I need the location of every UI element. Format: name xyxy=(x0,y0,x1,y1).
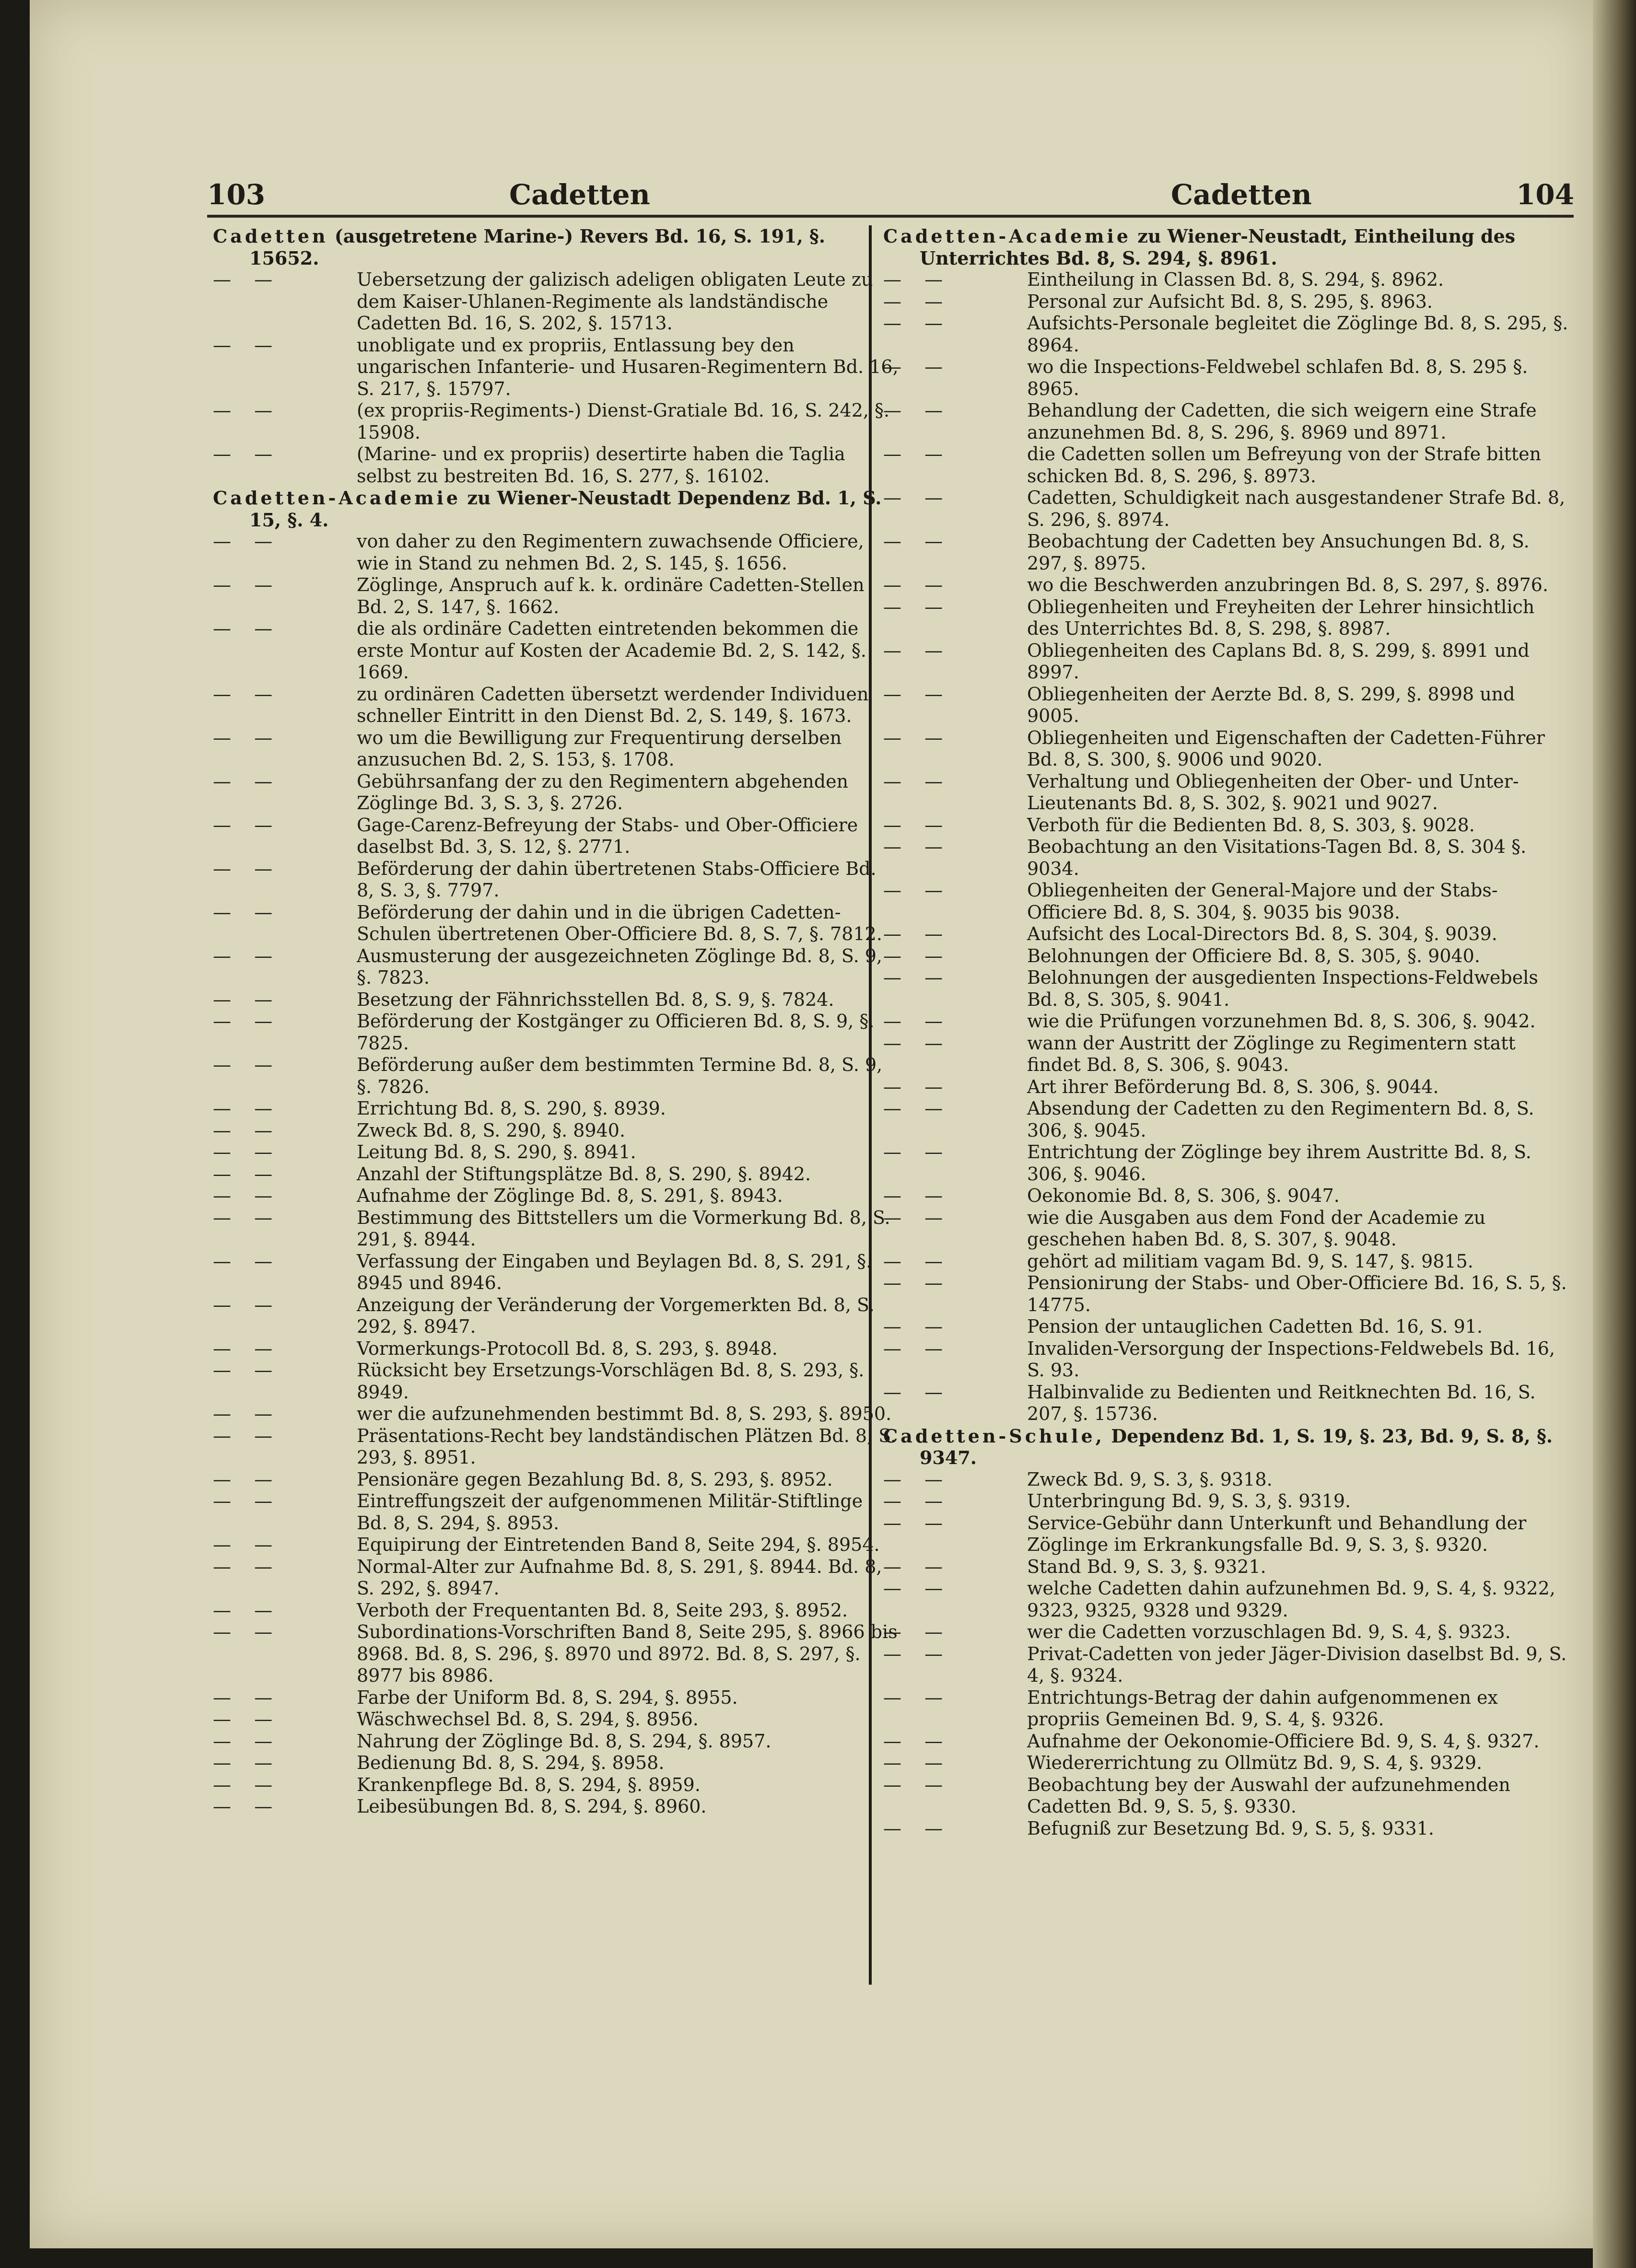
entry-text: wann der Austritt der Zöglinge zu Regimentern statt findet Bd. 8, S. 306, §. 9043. xyxy=(1027,1032,1516,1075)
index-sub-entry xyxy=(213,1774,899,1796)
ditto-dash: — — xyxy=(213,269,281,290)
entry-text: Subordinations-Vorschriften Band 8, Seite 295, §. 8966 bis 8968. Bd. 8, S. 296, §. 8970 und 8972. Bd. 8, S. 297, §. 8977 bis 8986. xyxy=(357,1621,898,1686)
ditto-dash: — — xyxy=(883,1076,952,1097)
entry-text: Rücksicht bey Ersetzungs-Vorschlägen Bd. 8, S. 293, §. 8949. xyxy=(357,1360,865,1403)
index-sub-entry xyxy=(213,1294,899,1338)
index-sub-entry xyxy=(883,1251,1569,1273)
entry-text: Obliegenheiten des Caplans Bd. 8, S. 299, §. 8991 und 8997. xyxy=(1027,640,1530,683)
left-column xyxy=(213,225,899,1818)
entry-text: Verboth der Frequentanten Bd. 8, Seite 293, §. 8952. xyxy=(357,1599,848,1621)
index-sub-entry xyxy=(213,1185,899,1207)
ditto-dash: — — xyxy=(883,1468,952,1490)
index-sub-entry xyxy=(883,727,1569,771)
index-sub-entry xyxy=(883,574,1569,596)
ditto-dash: — — xyxy=(883,1686,952,1708)
entry-text: Zweck Bd. 9, S. 3, §. 9318. xyxy=(1027,1468,1273,1490)
index-sub-entry xyxy=(213,1338,899,1360)
index-sub-entry xyxy=(883,1141,1569,1185)
index-sub-entry xyxy=(883,1752,1569,1774)
ditto-dash: — — xyxy=(883,313,952,334)
left-page-number: 103 xyxy=(207,178,266,211)
index-sub-entry xyxy=(883,1098,1569,1141)
ditto-dash: — — xyxy=(213,1338,281,1359)
entry-text: Uebersetzung der galizisch adeligen obligaten Leute zu dem Kaiser-Uhlanen-Regimente als landständische Cadetten Bd. 16, S. 202, §. 15713. xyxy=(357,269,873,334)
ditto-dash: — — xyxy=(213,814,281,836)
ditto-dash: — — xyxy=(213,1054,281,1075)
index-heading-entry xyxy=(213,225,899,269)
ditto-dash: — — xyxy=(883,1556,952,1577)
ditto-dash: — — xyxy=(883,880,952,901)
ditto-dash: — — xyxy=(883,1774,952,1795)
index-sub-entry xyxy=(213,1425,899,1469)
ditto-dash: — — xyxy=(213,1774,281,1795)
ditto-dash: — — xyxy=(883,574,952,595)
entry-text: zu Wiener-Neustadt Dependenz Bd. 1, S. 15, §. 4. xyxy=(249,487,882,531)
entry-text: Belohnungen der Officiere Bd. 8, S. 305, §. 9040. xyxy=(1027,945,1480,966)
entry-text: Krankenpflege Bd. 8, S. 294, §. 8959. xyxy=(357,1774,701,1795)
index-sub-entry xyxy=(213,902,899,945)
index-sub-entry xyxy=(213,1120,899,1142)
entry-text: Zweck Bd. 8, S. 290, §. 8940. xyxy=(357,1119,626,1141)
index-sub-entry xyxy=(883,945,1569,967)
entry-lemma: Cadetten-Academie xyxy=(213,487,461,509)
ditto-dash: — — xyxy=(883,770,952,792)
ditto-dash: — — xyxy=(883,836,952,857)
ditto-dash: — — xyxy=(883,1141,952,1163)
ditto-dash: — — xyxy=(213,1752,281,1773)
entry-text: gehört ad militiam vagam Bd. 9, S. 147, §. 9815. xyxy=(1027,1250,1473,1272)
index-sub-entry xyxy=(883,1774,1569,1818)
ditto-dash: — — xyxy=(883,269,952,290)
index-sub-entry xyxy=(883,771,1569,814)
ditto-dash: — — xyxy=(213,1621,281,1642)
index-sub-entry xyxy=(213,1556,899,1600)
book-spine xyxy=(1593,0,1636,2268)
ditto-dash: — — xyxy=(883,967,952,988)
index-sub-entry xyxy=(883,1076,1569,1098)
entry-text: Absendung der Cadetten zu den Regimentern Bd. 8, S. 306, §. 9045. xyxy=(1027,1098,1534,1141)
entry-text: Beförderung der Kostgänger zu Officieren Bd. 8, S. 9, §. 7825. xyxy=(357,1011,875,1054)
ditto-dash: — — xyxy=(883,1817,952,1839)
index-sub-entry xyxy=(213,1251,899,1294)
index-sub-entry xyxy=(883,1316,1569,1338)
entry-text: zu ordinären Cadetten übersetzt werdender Individuen schneller Eintritt in den Dienst Bd. 2, S. 149, §. 1673. xyxy=(357,683,869,726)
ditto-dash: — — xyxy=(213,1796,281,1817)
index-sub-entry xyxy=(213,1360,899,1403)
index-sub-entry xyxy=(213,1207,899,1251)
book-page xyxy=(30,0,1593,2248)
ditto-dash: — — xyxy=(883,640,952,661)
index-sub-entry xyxy=(213,1403,899,1425)
left-running-title: Cadetten xyxy=(509,178,650,211)
entry-text: Aufsichts-Personale begleitet die Zöglinge Bd. 8, S. 295, §. 8964. xyxy=(1027,313,1568,356)
page-header xyxy=(30,178,1593,217)
entry-text: unobligate und ex propriis, Entlassung bey den ungarischen Infanterie- und Husaren-Regimentern Bd. 16, S. 217, §. 15797. xyxy=(357,334,899,399)
index-sub-entry xyxy=(213,858,899,902)
index-sub-entry xyxy=(213,269,899,335)
entry-text: Personal zur Aufsicht Bd. 8, S. 295, §. 8963. xyxy=(1027,291,1433,312)
index-heading-entry xyxy=(883,1425,1569,1469)
entry-text: wo die Inspections-Feldwebel schlafen Bd. 8, S. 295 §. 8965. xyxy=(1027,356,1528,399)
index-sub-entry xyxy=(883,814,1569,837)
ditto-dash: — — xyxy=(883,1185,952,1206)
entry-text: Eintheilung in Classen Bd. 8, S. 294, §. 8962. xyxy=(1027,269,1444,290)
entry-text: Obliegenheiten der Aerzte Bd. 8, S. 299, §. 8998 und 9005. xyxy=(1027,683,1515,726)
entry-text: Zöglinge, Anspruch auf k. k. ordinäre Cadetten-Stellen Bd. 2, S. 147, §. 1662. xyxy=(357,574,865,617)
entry-text: Beobachtung der Cadetten bey Ansuchungen Bd. 8, S. 297, §. 8975. xyxy=(1027,531,1530,574)
right-page-number: 104 xyxy=(1516,178,1575,211)
ditto-dash: — — xyxy=(883,1011,952,1032)
ditto-dash: — — xyxy=(883,1338,952,1359)
entry-text: wer die aufzunehmenden bestimmt Bd. 8, S. 293, §. 8950. xyxy=(357,1403,892,1424)
index-sub-entry xyxy=(883,1338,1569,1382)
index-sub-entry xyxy=(883,1185,1569,1207)
ditto-dash: — — xyxy=(213,989,281,1010)
index-sub-entry xyxy=(883,1818,1569,1840)
ditto-dash: — — xyxy=(213,1709,281,1730)
index-sub-entry xyxy=(213,1054,899,1098)
entry-text: Beobachtung an den Visitations-Tagen Bd. 8, S. 304 §. 9034. xyxy=(1027,836,1527,879)
ditto-dash: — — xyxy=(213,727,281,748)
ditto-dash: — — xyxy=(213,1141,281,1163)
entry-text: Bestimmung des Bittstellers um die Vormerkung Bd. 8, S. 291, §. 8944. xyxy=(357,1207,890,1250)
ditto-dash: — — xyxy=(213,1098,281,1119)
index-sub-entry xyxy=(883,1207,1569,1251)
ditto-dash: — — xyxy=(213,901,281,923)
entry-text: Wäschwechsel Bd. 8, S. 294, §. 8956. xyxy=(357,1709,699,1730)
entry-text: Pensionäre gegen Bezahlung Bd. 8, S. 293, §. 8952. xyxy=(357,1468,833,1490)
ditto-dash: — — xyxy=(213,400,281,421)
index-sub-entry xyxy=(883,1382,1569,1425)
index-sub-entry xyxy=(213,400,899,443)
index-sub-entry xyxy=(213,1709,899,1731)
entry-text: die Cadetten sollen um Befreyung von der Strafe bitten schicken Bd. 8, S. 296, §. 8973. xyxy=(1027,443,1542,487)
index-sub-entry xyxy=(213,574,899,618)
index-sub-entry xyxy=(213,945,899,989)
index-sub-entry xyxy=(883,1490,1569,1512)
index-sub-entry xyxy=(213,1600,899,1622)
entry-text: Nahrung der Zöglinge Bd. 8, S. 294, §. 8957. xyxy=(357,1730,771,1752)
index-heading-entry xyxy=(213,487,899,531)
entry-text: wie die Prüfungen vorzunehmen Bd. 8, S. 306, §. 9042. xyxy=(1027,1011,1536,1032)
index-sub-entry xyxy=(883,684,1569,727)
index-sub-entry xyxy=(883,923,1569,945)
ditto-dash: — — xyxy=(213,1425,281,1446)
entry-text: Entrichtung der Zöglinge bey ihrem Austritte Bd. 8, S. 306, §. 9046. xyxy=(1027,1141,1531,1185)
entry-text: Aufnahme der Zöglinge Bd. 8, S. 291, §. 8943. xyxy=(357,1185,783,1206)
entry-text: Pensionirung der Stabs- und Ober-Officiere Bd. 16, S. 5, §. 14775. xyxy=(1027,1272,1567,1315)
entry-text: Privat-Cadetten von jeder Jäger-Division daselbst Bd. 9, S. 4, §. 9324. xyxy=(1027,1643,1567,1686)
entry-text: Obliegenheiten und Freyheiten der Lehrer hinsichtlich des Unterrichtes Bd. 8, S. 298, §. 8987. xyxy=(1027,596,1535,639)
entry-text: wo die Beschwerden anzubringen Bd. 8, S. 297, §. 8976. xyxy=(1027,574,1549,595)
entry-text: Leibesübungen Bd. 8, S. 294, §. 8960. xyxy=(357,1796,707,1817)
entry-text: (ausgetretene Marine-) Revers Bd. 16, S. 191, §. 15652. xyxy=(249,225,826,269)
ditto-dash: — — xyxy=(883,1098,952,1119)
entry-text: Eintreffungszeit der aufgenommenen Militär-Stiftlinge Bd. 8, S. 294, §. 8953. xyxy=(357,1490,863,1534)
entry-text: Halbinvalide zu Bedienten und Reitknechten Bd. 16, S. 207, §. 15736. xyxy=(1027,1381,1536,1424)
entry-text: Invaliden-Versorgung der Inspections-Feldwebels Bd. 16, S. 93. xyxy=(1027,1338,1555,1381)
entry-text: Verhaltung und Obliegenheiten der Ober- und Unter-Lieutenants Bd. 8, S. 302, §. 9021 und 9027. xyxy=(1027,770,1519,814)
entry-text: Farbe der Uniform Bd. 8, S. 294, §. 8955. xyxy=(357,1686,738,1708)
index-sub-entry xyxy=(883,1272,1569,1316)
entry-text: Errichtung Bd. 8, S. 290, §. 8939. xyxy=(357,1098,666,1119)
ditto-dash: — — xyxy=(213,858,281,879)
ditto-dash: — — xyxy=(883,1032,952,1054)
ditto-dash: — — xyxy=(883,1272,952,1293)
index-sub-entry xyxy=(883,291,1569,313)
ditto-dash: — — xyxy=(883,443,952,465)
index-sub-entry xyxy=(213,814,899,858)
entry-text: wo um die Bewilligung zur Frequentirung derselben anzusuchen Bd. 2, S. 153, §. 1708. xyxy=(357,727,842,770)
entry-text: Art ihrer Beförderung Bd. 8, S. 306, §. 9044. xyxy=(1027,1076,1439,1097)
index-sub-entry xyxy=(883,1011,1569,1033)
index-sub-entry xyxy=(883,269,1569,291)
ditto-dash: — — xyxy=(213,1534,281,1555)
entry-text: Pension der untauglichen Cadetten Bd. 16, S. 91. xyxy=(1027,1316,1483,1337)
index-sub-entry xyxy=(213,684,899,727)
ditto-dash: — — xyxy=(883,1621,952,1642)
entry-text: Entrichtungs-Betrag der dahin aufgenommenen ex propriis Gemeinen Bd. 9, S. 4, §. 9326. xyxy=(1027,1686,1498,1730)
entry-text: Wiedererrichtung zu Ollmütz Bd. 9, S. 4, §. 9329. xyxy=(1027,1752,1483,1773)
ditto-dash: — — xyxy=(883,1512,952,1534)
entry-lemma: Cadetten-Schule, xyxy=(883,1425,1105,1447)
index-sub-entry xyxy=(213,1621,899,1687)
index-sub-entry xyxy=(213,1752,899,1774)
ditto-dash: — — xyxy=(213,1490,281,1512)
index-sub-entry xyxy=(213,1687,899,1709)
ditto-dash: — — xyxy=(213,618,281,639)
entry-text: Ausmusterung der ausgezeichneten Zöglinge Bd. 8, S. 9, §. 7823. xyxy=(357,945,883,988)
entry-text: von daher zu den Regimentern zuwachsende Officiere, wie in Stand zu nehmen Bd. 2, S. 145, §. 1656. xyxy=(357,531,864,574)
entry-text: Besetzung der Fähnrichsstellen Bd. 8, S. 9, §. 7824. xyxy=(357,989,834,1010)
ditto-dash: — — xyxy=(213,1207,281,1228)
ditto-dash: — — xyxy=(213,1119,281,1141)
index-sub-entry xyxy=(883,1643,1569,1687)
index-sub-entry xyxy=(213,1141,899,1163)
ditto-dash: — — xyxy=(213,443,281,465)
index-sub-entry xyxy=(213,1163,899,1186)
ditto-dash: — — xyxy=(213,1599,281,1621)
entry-text: Normal-Alter zur Aufnahme Bd. 8, S. 291, §. 8944. Bd. 8, S. 292, §. 8947. xyxy=(357,1556,882,1599)
entry-text: (Marine- und ex propriis) desertirte haben die Taglia selbst zu bestreiten Bd. 16, S. 277, §. 16102. xyxy=(357,443,845,487)
index-sub-entry xyxy=(883,487,1569,531)
index-sub-entry xyxy=(213,443,899,487)
index-sub-entry xyxy=(883,356,1569,400)
ditto-dash: — — xyxy=(883,945,952,966)
index-sub-entry xyxy=(213,531,899,574)
index-sub-entry xyxy=(213,1534,899,1556)
entry-lemma: Cadetten-Academie xyxy=(883,225,1132,247)
entry-text: wer die Cadetten vorzuschlagen Bd. 9, S. 4, §. 9323. xyxy=(1027,1621,1511,1642)
entry-text: welche Cadetten dahin aufzunehmen Bd. 9, S. 4, §. 9322, 9323, 9325, 9328 und 9329. xyxy=(1027,1578,1555,1621)
entry-text: Befugniß zur Besetzung Bd. 9, S. 5, §. 9331. xyxy=(1027,1817,1435,1839)
index-sub-entry xyxy=(213,1098,899,1120)
index-heading-entry xyxy=(883,225,1569,269)
entry-text: wie die Ausgaben aus dem Fond der Academie zu geschehen haben Bd. 8, S. 307, §. 9048. xyxy=(1027,1207,1486,1250)
entry-text: Belohnungen der ausgedienten Inspections-Feldwebels Bd. 8, S. 305, §. 9041. xyxy=(1027,967,1538,1010)
entry-text: Cadetten, Schuldigkeit nach ausgestandener Strafe Bd. 8, S. 296, §. 8974. xyxy=(1027,487,1566,530)
index-sub-entry xyxy=(883,836,1569,880)
entry-text: Bedienung Bd. 8, S. 294, §. 8958. xyxy=(357,1752,665,1773)
entry-text: Gage-Carenz-Befreyung der Stabs- und Ober-Officiere daselbst Bd. 3, S. 12, §. 2771. xyxy=(357,814,858,857)
ditto-dash: — — xyxy=(213,1403,281,1424)
index-sub-entry xyxy=(883,313,1569,356)
right-running-title: Cadetten xyxy=(1171,178,1312,211)
ditto-dash: — — xyxy=(883,531,952,552)
index-sub-entry xyxy=(883,1621,1569,1643)
entry-lemma: Cadetten xyxy=(213,225,328,247)
index-sub-entry xyxy=(213,618,899,684)
index-sub-entry xyxy=(883,967,1569,1011)
ditto-dash: — — xyxy=(883,727,952,748)
index-sub-entry xyxy=(883,1512,1569,1556)
index-sub-entry xyxy=(883,400,1569,443)
entry-text: Beförderung der dahin übertretenen Stabs-Officiere Bd. 8, S. 3, §. 7797. xyxy=(357,858,876,901)
entry-text: zu Wiener-Neustadt, Eintheilung des Unterrichtes Bd. 8, S. 294, §. 8961. xyxy=(920,225,1516,269)
index-sub-entry xyxy=(883,531,1569,574)
ditto-dash: — — xyxy=(213,1468,281,1490)
ditto-dash: — — xyxy=(213,1163,281,1185)
ditto-dash: — — xyxy=(213,1185,281,1206)
ditto-dash: — — xyxy=(213,1686,281,1708)
index-sub-entry xyxy=(213,1731,899,1753)
ditto-dash: — — xyxy=(883,1752,952,1773)
ditto-dash: — — xyxy=(213,1011,281,1032)
entry-text: Beförderung der dahin und in die übrigen Cadetten-Schulen übertretenen Ober-Officiere Bd. 8, S. 7, §. 7812. xyxy=(357,901,882,944)
entry-text: Aufnahme der Oekonomie-Officiere Bd. 9, S. 4, §. 9327. xyxy=(1027,1730,1540,1752)
index-sub-entry xyxy=(213,727,899,771)
index-sub-entry xyxy=(883,1033,1569,1076)
ditto-dash: — — xyxy=(883,487,952,508)
entry-text: Verfassung der Eingaben und Beylagen Bd. 8, S. 291, §. 8945 und 8946. xyxy=(357,1250,872,1293)
entry-text: Behandlung der Cadetten, die sich weigern eine Strafe anzunehmen Bd. 8, S. 296, §. 8969 und 8971. xyxy=(1027,400,1537,443)
ditto-dash: — — xyxy=(213,683,281,705)
ditto-dash: — — xyxy=(883,1250,952,1272)
ditto-dash: — — xyxy=(213,770,281,792)
entry-text: Präsentations-Recht bey landständischen Plätzen Bd. 8, S. 293, §. 8951. xyxy=(357,1425,896,1468)
index-sub-entry xyxy=(213,1469,899,1491)
index-sub-entry xyxy=(883,1578,1569,1621)
entry-text: Equipirung der Eintretenden Band 8, Seite 294, §. 8954. xyxy=(357,1534,880,1555)
index-sub-entry xyxy=(213,1490,899,1534)
index-sub-entry xyxy=(883,640,1569,684)
index-sub-entry xyxy=(213,1011,899,1054)
index-sub-entry xyxy=(883,443,1569,487)
ditto-dash: — — xyxy=(883,1316,952,1337)
ditto-dash: — — xyxy=(883,291,952,312)
entry-text: Dependenz Bd. 1, S. 19, §. 23, Bd. 9, S. 8, §. 9347. xyxy=(920,1425,1553,1468)
index-sub-entry xyxy=(883,1556,1569,1578)
entry-text: Leitung Bd. 8, S. 290, §. 8941. xyxy=(357,1141,636,1163)
ditto-dash: — — xyxy=(883,1730,952,1752)
header-rule xyxy=(207,215,1574,218)
entry-text: Vormerkungs-Protocoll Bd. 8, S. 293, §. 8948. xyxy=(357,1338,778,1359)
ditto-dash: — — xyxy=(883,596,952,617)
entry-text: Beförderung außer dem bestimmten Termine Bd. 8, S. 9, §. 7826. xyxy=(357,1054,883,1097)
entry-text: Aufsicht des Local-Directors Bd. 8, S. 304, §. 9039. xyxy=(1027,923,1497,944)
ditto-dash: — — xyxy=(883,1490,952,1512)
entry-text: Oekonomie Bd. 8, S. 306, §. 9047. xyxy=(1027,1185,1340,1206)
ditto-dash: — — xyxy=(213,1360,281,1381)
entry-text: Gebührsanfang der zu den Regimentern abgehenden Zöglinge Bd. 3, S. 3, §. 2726. xyxy=(357,770,849,814)
index-sub-entry xyxy=(883,1687,1569,1731)
index-sub-entry xyxy=(213,335,899,400)
ditto-dash: — — xyxy=(883,683,952,705)
entry-text: Unterbringung Bd. 9, S. 3, §. 9319. xyxy=(1027,1490,1351,1512)
entry-text: Obliegenheiten der General-Majore und der Stabs-Officiere Bd. 8, S. 304, §. 9035 bis 9038. xyxy=(1027,880,1498,923)
entry-text: Beobachtung bey der Auswahl der aufzunehmenden Cadetten Bd. 9, S. 5, §. 9330. xyxy=(1027,1774,1510,1817)
ditto-dash: — — xyxy=(213,1294,281,1315)
ditto-dash: — — xyxy=(213,945,281,966)
ditto-dash: — — xyxy=(213,1556,281,1577)
ditto-dash: — — xyxy=(883,814,952,836)
ditto-dash: — — xyxy=(883,1578,952,1599)
ditto-dash: — — xyxy=(883,400,952,421)
index-sub-entry xyxy=(883,1469,1569,1491)
entry-text: Anzeigung der Veränderung der Vorgemerkten Bd. 8, S. 292, §. 8947. xyxy=(357,1294,875,1337)
ditto-dash: — — xyxy=(213,531,281,552)
ditto-dash: — — xyxy=(883,356,952,377)
entry-text: die als ordinäre Cadetten eintretenden bekommen die erste Montur auf Kosten der Academie Bd. 2, S. 142, §. 1669. xyxy=(357,618,866,683)
ditto-dash: — — xyxy=(883,1643,952,1664)
entry-text: (ex propriis-Regiments-) Dienst-Gratiale Bd. 16, S. 242, §. 15908. xyxy=(357,400,890,443)
ditto-dash: — — xyxy=(883,1207,952,1228)
entry-text: Service-Gebühr dann Unterkunft und Behandlung der Zöglinge im Erkrankungsfalle Bd. 9, S. 3, §. 9320. xyxy=(1027,1512,1527,1555)
ditto-dash: — — xyxy=(883,923,952,944)
index-sub-entry xyxy=(883,1731,1569,1753)
entry-text: Anzahl der Stiftungsplätze Bd. 8, S. 290, §. 8942. xyxy=(357,1163,811,1185)
entry-text: Obliegenheiten und Eigenschaften der Cadetten-Führer Bd. 8, S. 300, §. 9006 und 9020. xyxy=(1027,727,1545,770)
entry-text: Verboth für die Bedienten Bd. 8, S. 303, §. 9028. xyxy=(1027,814,1475,836)
index-sub-entry xyxy=(213,771,899,814)
index-sub-entry xyxy=(213,989,899,1011)
ditto-dash: — — xyxy=(213,574,281,595)
ditto-dash: — — xyxy=(883,1381,952,1403)
index-sub-entry xyxy=(213,1796,899,1818)
ditto-dash: — — xyxy=(213,1250,281,1272)
entry-text: Stand Bd. 9, S. 3, §. 9321. xyxy=(1027,1556,1266,1577)
ditto-dash: — — xyxy=(213,334,281,356)
right-column xyxy=(883,225,1569,1839)
index-sub-entry xyxy=(883,596,1569,640)
index-sub-entry xyxy=(883,880,1569,923)
ditto-dash: — — xyxy=(213,1730,281,1752)
